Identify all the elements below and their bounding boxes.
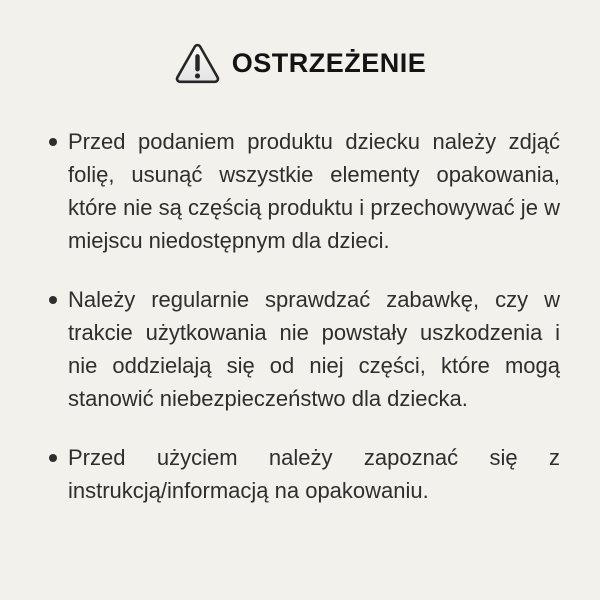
warning-item <box>68 283 560 415</box>
warning-header <box>40 42 560 85</box>
warning-text: Należy regularnie sprawdzać zabawkę, czy w trakcie użytkowania nie powstały uszkodzenia i nie oddzielają się od niej części, które mogą stanowić niebezpieczeństwo dla dziecka. <box>68 287 560 411</box>
warning-item <box>68 441 560 507</box>
warning-item <box>68 125 560 257</box>
warning-list <box>40 125 560 507</box>
warning-text: Przed podaniem produktu dziecku należy zdjąć folię, usunąć wszystkie elementy opakowania, które nie są częścią produktu i przechowywać je w miejscu niedostępnym dla dzieci. <box>68 129 560 253</box>
warning-triangle-icon <box>174 42 221 85</box>
bullet-icon <box>49 454 57 462</box>
warning-title: OSTRZEŻENIE <box>231 48 427 78</box>
warning-text: Przed użyciem należy zapoznać się z instrukcją/informacją na opakowaniu. <box>68 445 560 503</box>
bullet-icon <box>49 296 57 304</box>
bullet-icon <box>49 138 57 146</box>
